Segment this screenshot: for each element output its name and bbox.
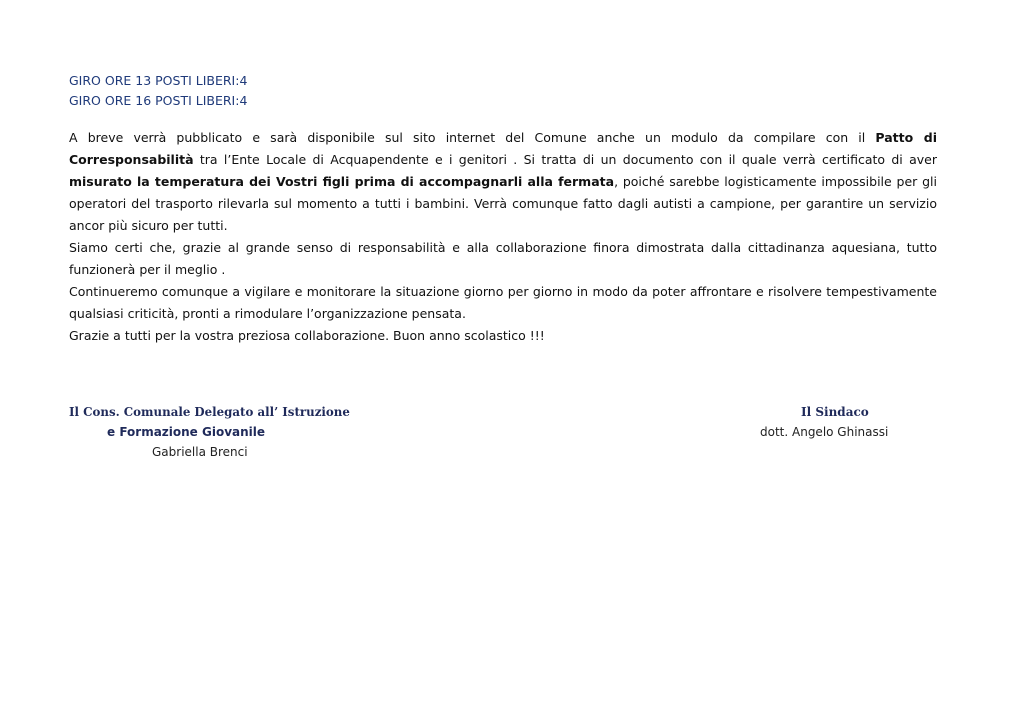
paragraph-modulo bbox=[69, 127, 937, 237]
signature-left-role-1: Il Cons. Comunale Delegato all’ Istruzione bbox=[69, 405, 350, 419]
signature-right-role: Il Sindaco bbox=[801, 405, 869, 419]
letter-body bbox=[69, 127, 937, 347]
bus-seats-info bbox=[69, 71, 247, 111]
signature-sindaco bbox=[760, 402, 910, 442]
signature-right-name: dott. Angelo Ghinassi bbox=[760, 425, 889, 439]
signature-left-role-2: e Formazione Giovanile bbox=[107, 425, 266, 439]
paragraph-grazie: Grazie a tutti per la vostra preziosa collaborazione. Buon anno scolastico !!! bbox=[69, 328, 545, 343]
signature-left-name: Gabriella Brenci bbox=[152, 445, 248, 459]
giro-line-13: GIRO ORE 13 POSTI LIBERI:4 bbox=[69, 73, 248, 88]
signature-consigliere bbox=[69, 402, 350, 462]
paragraph-modulo-text-1: A breve verrà pubblicato e sarà disponibile sul sito internet del Comune anche un modulo da compilare con il bbox=[69, 130, 876, 145]
temperatura-bold: misurato la temperatura dei Vostri figli prima di accompagnarli alla fermata bbox=[69, 174, 615, 189]
paragraph-continueremo: Continueremo comunque a vigilare e monitorare la situazione giorno per giorno in modo da poter affrontare e risolvere tempestivamente qualsiasi criticità, pronti a rimodulare l’organizzazione pensata. bbox=[69, 284, 937, 321]
paragraph-modulo-text-3: , poiché sarebbe logisticamente impossibile per gli operatori del trasporto rilevarla sul momento a tutti i bambini. Verrà comunque fatto dagli autisti a campione, per garantire un servizio ancor più sicuro per tutti. bbox=[69, 174, 937, 233]
paragraph-siamo-certi: Siamo certi che, grazie al grande senso di responsabilità e alla collaborazione finora dimostrata dalla cittadinanza aquesiana, tutto funzionerà per il meglio . bbox=[69, 240, 937, 277]
giro-line-16: GIRO ORE 16 POSTI LIBERI:4 bbox=[69, 93, 248, 108]
patto-corresponsabilita: Patto di Corresponsabilità bbox=[69, 130, 937, 167]
paragraph-modulo-text-2: tra l’Ente Locale di Acquapendente e i genitori . Si tratta di un documento con il quale verrà certificato di aver bbox=[193, 152, 937, 167]
